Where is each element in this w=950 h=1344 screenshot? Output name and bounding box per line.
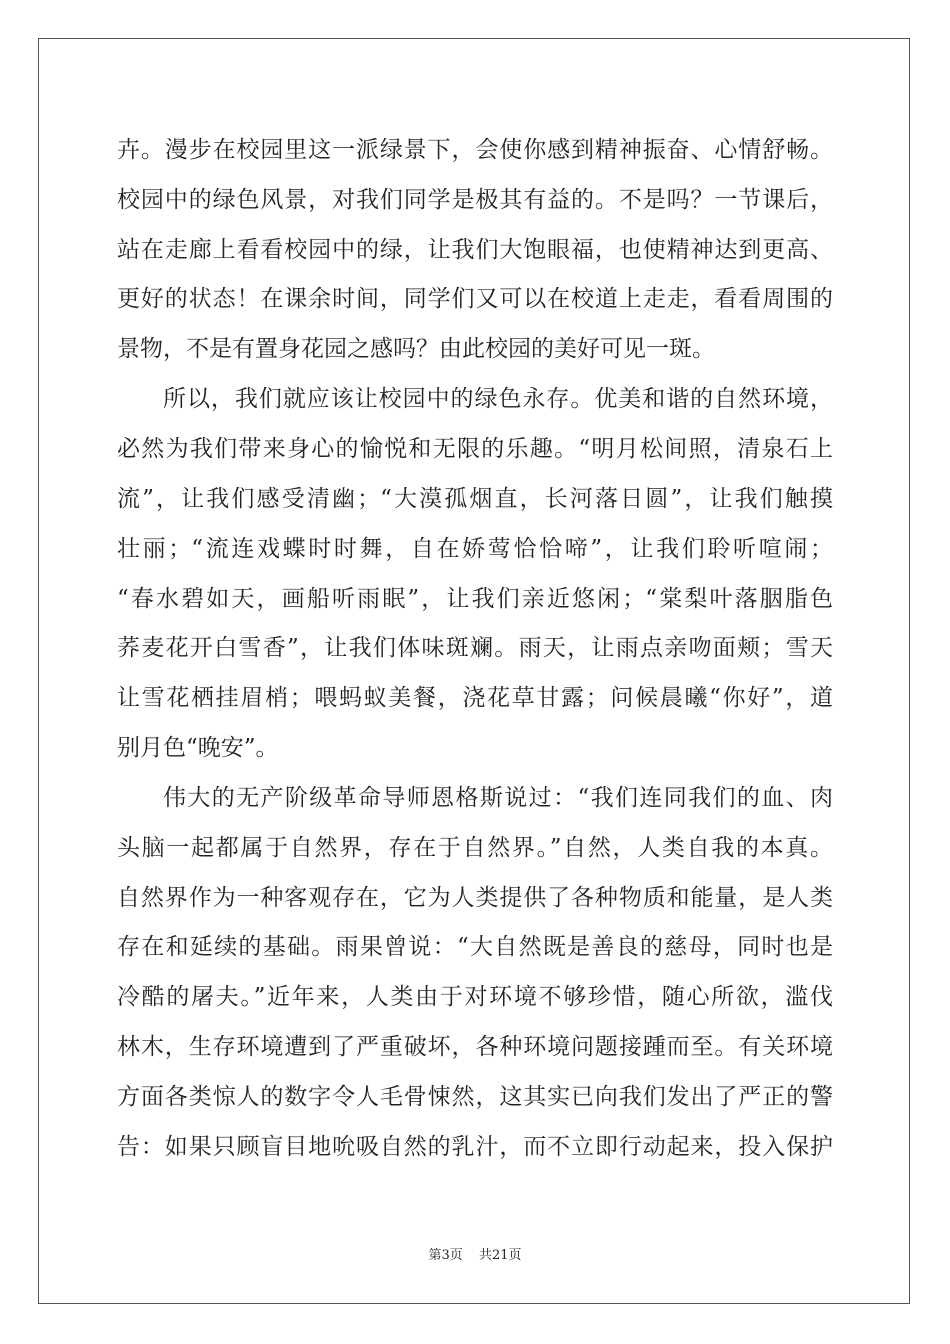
body-line: 林木，生存环境遭到了严重破坏，各种环境问题接踵而至。有关环境: [117, 1034, 833, 1060]
body-line: 必然为我们带来身心的愉悦和无限的乐趣。“明月松间照，清泉石上: [117, 436, 833, 462]
body-line: 自然界作为一种客观存在，它为人类提供了各种物质和能量，是人类: [117, 885, 833, 911]
body-line: 更好的状态！在课余时间，同学们又可以在校道上走走，看看周围的: [117, 286, 833, 312]
body-line: 存在和延续的基础。雨果曾说：“大自然既是善良的慈母，同时也是: [117, 934, 833, 960]
body-line: 流”，让我们感受清幽；“大漠孤烟直，长河落日圆”，让我们触摸: [117, 486, 833, 512]
body-line: 冷酷的屠夫。”近年来，人类由于对环境不够珍惜，随心所欲，滥伐: [117, 984, 833, 1010]
body-line: 景物，不是有置身花园之感吗？由此校园的美好可见一斑。: [117, 336, 715, 362]
body-line: “春水碧如天，画船听雨眠”，让我们亲近悠闲；“棠梨叶落胭脂色: [117, 586, 833, 612]
body-line: 方面各类惊人的数字令人毛骨悚然，这其实已向我们发出了严正的警: [117, 1084, 833, 1110]
body-line: 别月色“晚安”。: [117, 735, 279, 761]
body-line: 所以，我们就应该让校园中的绿色永存。优美和谐的自然环境，: [163, 386, 833, 412]
body-line: 让雪花栖挂眉梢；喂蚂蚁美餐，浇花草甘露；问候晨曦“你好”，道: [117, 685, 833, 711]
body-line: 头脑一起都属于自然界，存在于自然界。”自然，人类自我的本真。: [117, 835, 833, 861]
page-total: 共21页: [478, 1248, 522, 1263]
body-line: 伟大的无产阶级革命导师恩格斯说过：“我们连同我们的血、肉: [163, 785, 833, 811]
page-footer: [0, 1244, 950, 1263]
body-line: 校园中的绿色风景，对我们同学是极其有益的。不是吗？一节课后，: [117, 187, 833, 213]
body-line: 告：如果只顾盲目地吮吸自然的乳汁，而不立即行动起来，投入保护: [117, 1134, 833, 1160]
page-number: 第3页: [428, 1248, 463, 1263]
body-line: 卉。漫步在校园里这一派绿景下，会使你感到精神振奋、心情舒畅。: [117, 137, 833, 163]
body-line: 壮丽；“流连戏蝶时时舞，自在娇莺恰恰啼”，让我们聆听喧闹；: [117, 536, 833, 562]
body-line: 荞麦花开白雪香”，让我们体味斑斓。雨天，让雨点亲吻面颊；雪天: [117, 635, 833, 661]
page-border: [38, 38, 910, 1304]
body-line: 站在走廊上看看校园中的绿，让我们大饱眼福，也使精神达到更高、: [117, 237, 833, 263]
